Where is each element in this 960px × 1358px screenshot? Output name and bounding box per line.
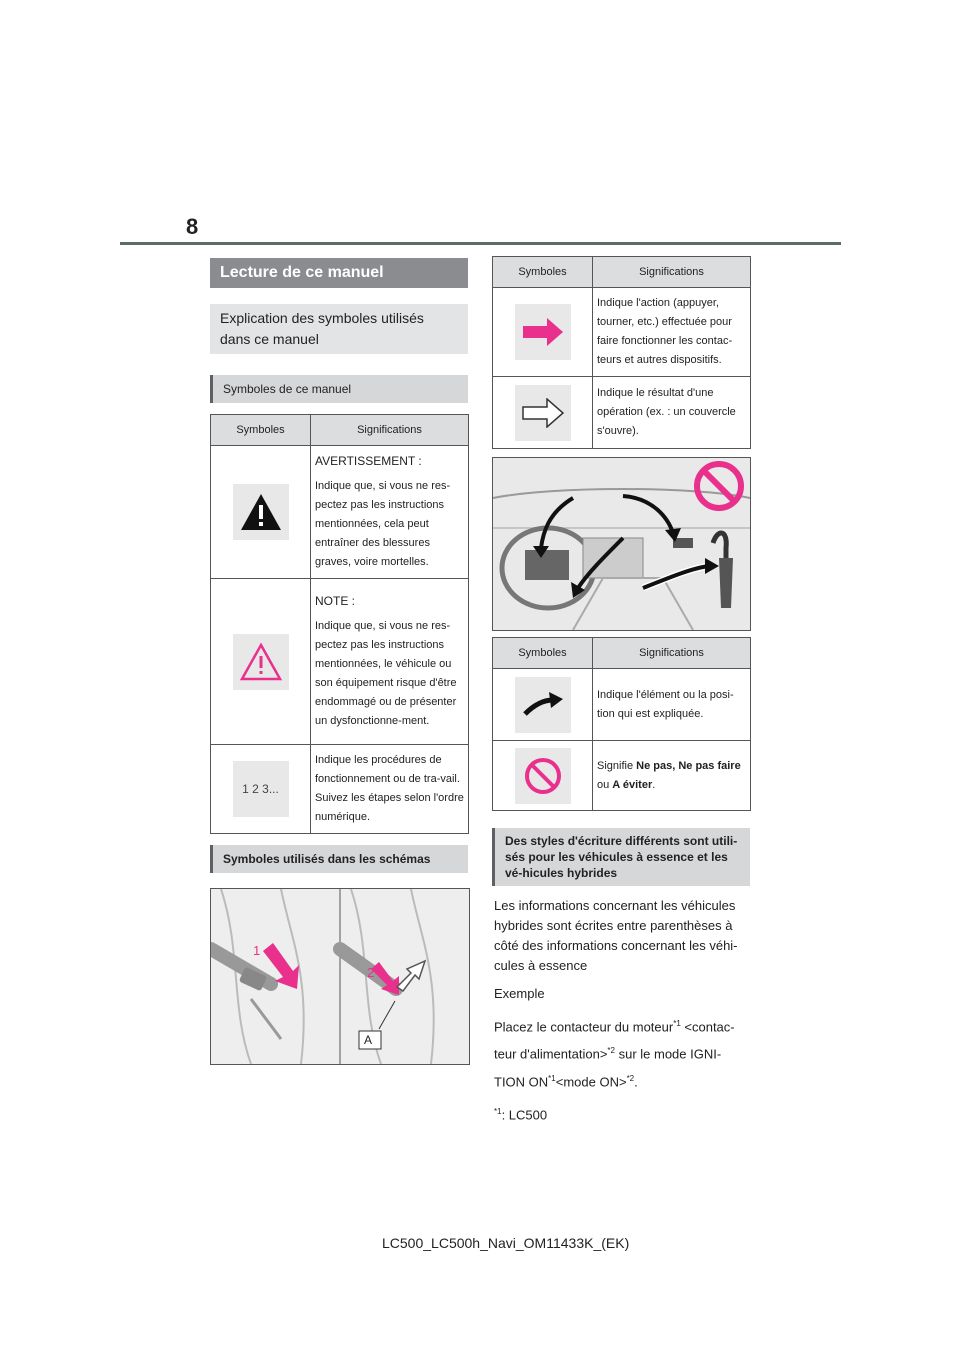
subsection-title: Explication des symboles utilisés dans ce manuel [210, 304, 468, 354]
prohibited-text: Signifie Ne pas, Ne pas faire ou A éviter. [597, 759, 741, 791]
markers-table [492, 637, 751, 811]
warning-text: Indique que, si vous ne res-pectez pas les instructions mentionnées, cela peut entraîner des blessures graves, voire mortelles. [315, 480, 451, 568]
table-row [493, 669, 751, 741]
table1-heading: Symboles de ce manuel [210, 375, 468, 403]
steps-text: Indique les procédures de fonctionnement ou de tra-vail. Suivez les étapes selon l'ordre numérique. [315, 754, 464, 823]
prohibited-icon [515, 748, 571, 804]
footer-doc-id: LC500_LC500h_Navi_OM11433K_(EK) [382, 1235, 630, 1251]
curved-arrow-icon [515, 677, 571, 733]
table-row [493, 288, 751, 377]
element-text: Indique l'élément ou la posi-tion qui est expliquée. [597, 688, 734, 720]
footnote: $^{*1}$: LC500 [494, 1106, 548, 1123]
table-row [493, 741, 751, 811]
schema-heading: Symboles utilisés dans les schémas [210, 845, 468, 873]
result-text: Indique le résultat d'une opération (ex. : un couvercle s'ouvre). [597, 387, 736, 437]
styles-heading: Des styles d'écriture différents sont utili-sés pour les véhicules à essence et les vé-hicules hybrides [492, 828, 750, 886]
top-rule [120, 242, 841, 245]
col-meanings: Significations [593, 638, 751, 669]
caution-outline-icon [233, 634, 289, 690]
note-title: NOTE : [315, 594, 356, 608]
table-row [211, 579, 469, 745]
callout-a-label: A [364, 1033, 373, 1047]
table-row [211, 446, 469, 579]
col-meanings: Significations [311, 415, 469, 446]
steps-123-icon: 1 2 3... [233, 761, 289, 817]
table-row [493, 377, 751, 449]
note-text: Indique que, si vous ne res-pectez pas les instructions mentionnées, le véhicule ou son équipement risque d'être endommagé ou de présenter un dysfonctionne-ment. [315, 620, 457, 727]
action-text: Indique l'action (appuyer, tourner, etc.) effectuée pour faire fonctionner les contac-teurs et autres dispositifs. [597, 297, 733, 366]
col-symbols: Symboles [211, 415, 311, 446]
col-symbols: Symboles [493, 257, 593, 288]
styles-body [494, 896, 748, 1133]
symbols-table [210, 414, 469, 834]
example-label: Exemple [494, 986, 545, 1001]
col-meanings: Significations [593, 257, 751, 288]
warning-filled-icon [233, 484, 289, 540]
styles-paragraph: Les informations concernant les véhicules hybrides sont écrites entre parenthèses à côté des informations concernant les véhi-cules à essence [494, 898, 738, 973]
step-2-label: 2 [367, 965, 375, 980]
page-number: 8 [186, 214, 199, 239]
example-text: Placez le contacteur du moteur$^{*1}$ <contac-teur d'alimentation>$^{*2}$ sur le mode IGNI-TION $ON^{*1}<mode$ ON>$^{*2}$. [494, 1019, 735, 1089]
dashboard-figure [492, 457, 751, 631]
step-1-label: 1 [253, 943, 261, 958]
section-title: Lecture de ce manuel [210, 258, 468, 288]
table-row [211, 745, 469, 834]
outline-arrow-icon [515, 385, 571, 441]
arrows-table [492, 256, 751, 449]
filled-arrow-icon [515, 304, 571, 360]
col-symbols: Symboles [493, 638, 593, 669]
warning-title: AVERTISSEMENT : [315, 454, 422, 468]
seatbelt-figure [210, 888, 470, 1065]
